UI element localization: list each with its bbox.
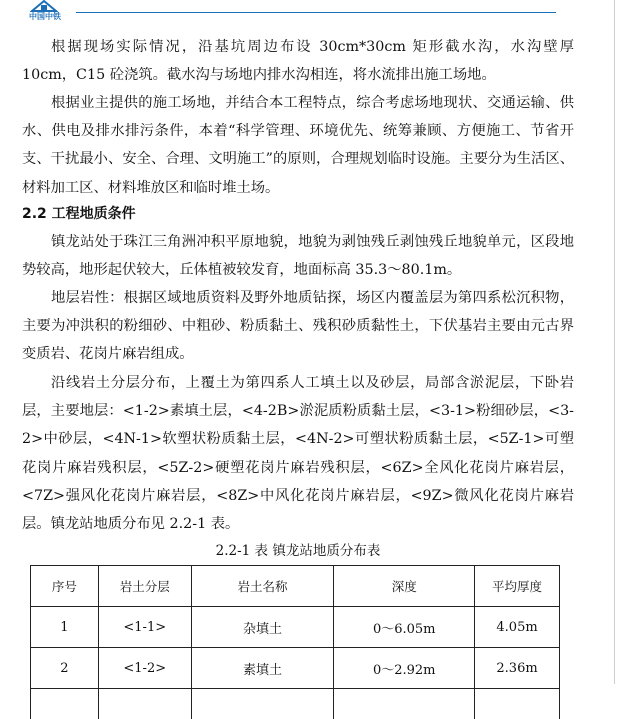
column-header: 岩土分层	[98, 566, 191, 607]
table-cell	[31, 689, 99, 719]
column-header: 平均厚度	[475, 566, 560, 607]
table-header-row	[31, 566, 560, 607]
header-rule	[76, 12, 556, 13]
section-heading: 2.2 工程地质条件	[22, 203, 136, 223]
paragraph-lithology: 地层岩性：根据区域地质资料及野外地质钻探，场区内覆盖层为第四系松沉积物，主要为冲洪积的粉细砂、中粗砂、粉质黏土、残积砂质黏性土，下伏基岩主要由元古界变质岩、花岗片麻岩组成。	[22, 284, 574, 369]
table-cell	[334, 689, 475, 719]
geology-table	[30, 565, 560, 719]
table-cell: 0～2.92m	[334, 648, 475, 689]
table-cell: 2.36m	[475, 648, 560, 689]
table-row	[31, 607, 560, 648]
column-header: 深度	[334, 566, 475, 607]
paragraph-drainage: 根据现场实际情况，沿基坑周边布设 30cm*30cm 矩形截水沟，水沟壁厚 10cm，C15 砼浇筑。截水沟与场地内排水沟相连，将水流排出施工场地。	[22, 33, 574, 89]
table-cell: 0～6.05m	[334, 607, 475, 648]
table-cell: 素填土	[191, 648, 334, 689]
table-caption: 2.2-1 表 镇龙站地质分布表	[22, 539, 574, 559]
table-cell: 2	[31, 648, 99, 689]
paragraph-strata: 沿线岩土分层分布，上覆土为第四系人工填土以及砂层，局部含淤泥层，下卧岩层，主要地层：<1-2>素填土层，<4-2B>淤泥质粉质黏土层，<3-1>粉细砂层，<3-2>中砂层，<4N-1>软塑状粉质黏土层，<4N-2>可塑状粉质黏土层，<5Z-1>可塑花岗片麻岩残积层，<5Z-2>硬塑花岗片麻岩残积层，<6Z>全风化花岗片麻岩层，<7Z>强风化花岗片麻岩层，<8Z>中风化花岗片麻岩层，<9Z>微风化花岗片麻岩层。镇龙站地质分布见 2.2-1 表。	[22, 369, 574, 538]
table-cell: 4.05m	[475, 607, 560, 648]
column-header: 序号	[31, 566, 99, 607]
table-cell: <1-1>	[98, 607, 191, 648]
table-cell: 杂填土	[191, 607, 334, 648]
column-header: 岩土名称	[191, 566, 334, 607]
table-cell	[98, 689, 191, 719]
logo-text: 中国中铁	[20, 11, 70, 22]
company-logo	[20, 0, 70, 24]
table-cell	[191, 689, 334, 719]
table-cell	[475, 689, 560, 719]
paragraph-site-planning: 根据业主提供的施工场地，并结合本工程特点，综合考虑场地现状、交通运输、供水、供电及排水排污条件，本着“科学管理、环境优先、统筹兼顾、方便施工、节省开支、干扰最小、安全、合理、文明施工”的原则，合理规划临时设施。主要分为生活区、材料加工区、材料堆放区和临时堆土场。	[22, 89, 574, 202]
page-edge	[614, 0, 615, 684]
table-row	[31, 689, 560, 719]
table-row	[31, 648, 560, 689]
paragraph-landform: 镇龙站处于珠江三角洲冲积平原地貌，地貌为剥蚀残丘剥蚀残丘地貌单元，区段地势较高，地形起伏较大，丘体植被较发育，地面标高 35.3～80.1m。	[22, 228, 574, 284]
table-cell: <1-2>	[98, 648, 191, 689]
table-cell: 1	[31, 607, 99, 648]
